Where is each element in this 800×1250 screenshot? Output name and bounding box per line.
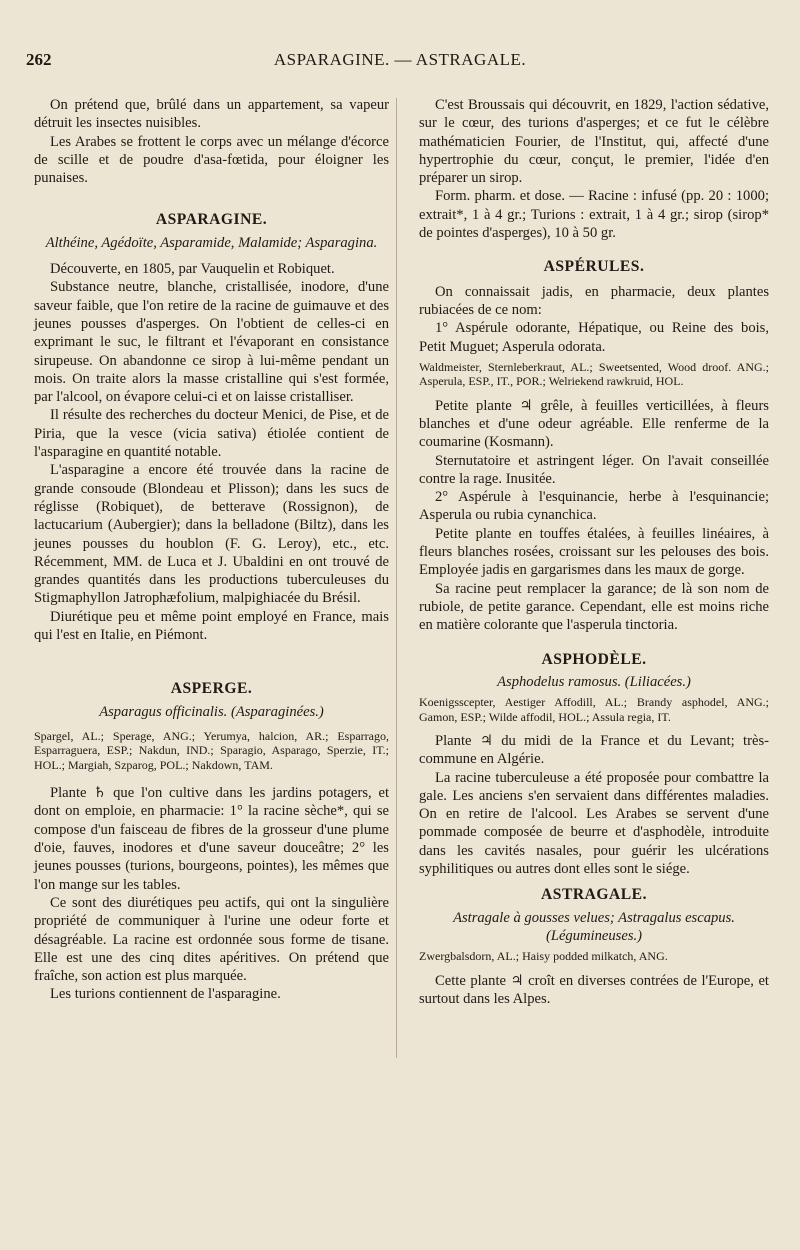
left-column (34, 96, 389, 1004)
paragraph: Form. pharm. et dose. — Racine : infusé (pp. 20 : 1000; extrait*, 1 à 4 gr.; Turions : extrait, 1 à 4 gr.; sirop (sirop* de pointes d'asperges), 10 à 50 gr. (419, 188, 769, 242)
paragraph: 2° Aspérule à l'esquinancie, herbe à l'esquinancie; Asperula ou rubia cynanchica. (419, 489, 769, 524)
running-head (0, 50, 800, 80)
paragraph: Les Arabes se frottent le corps avec un mélange d'écorce de scille et de poudre d'asa-fœtida, pour éloigner les punaises. (34, 133, 389, 187)
entry-heading-astragale: ASTRAGALE. (541, 886, 647, 904)
right-column (419, 96, 769, 1008)
entry-synonyms: Astragale à gousses velues; Astragalus escapus. (Légumineuses.) (453, 909, 735, 944)
paragraph: Petite plante ♃ grêle, à feuilles verticillées, à fleurs blanches et d'une odeur agréable. Elle renferme de la coumarine (Kosmann). (419, 397, 769, 451)
paragraph: On prétend que, brûlé dans un appartement, sa vapeur détruit les insectes nuisibles. (34, 97, 389, 132)
entry-heading-asperge: ASPERGE. (170, 680, 253, 698)
entry-heading-asphodele: ASPHODÈLE. (541, 650, 647, 668)
paragraph: Plante ♃ du midi de la France et du Levant; très-commune en Algérie. (419, 732, 769, 768)
paragraph: C'est Broussais qui découvrit, en 1829, l'action sédative, sur le cœur, des turions d'asperges; et ce fut le célèbre mathématicien Fourier, de l'Institut, qui, affecté d'une hypertrophie du cœur, conçut, le premier, l'idée d'en préparer un sirop. (419, 97, 769, 187)
entry-synonyms: Althéine, Agédoïte, Asparamide, Malamide; Asparagina. (45, 234, 378, 251)
page-number: 262 (26, 50, 52, 69)
paragraph: Ce sont des diurétiques peu actifs, qui ont la singulière propriété de communiquer à l'urine une odeur forte et désagréable. La racine est ordonnée sous forme de tisane. Elle est une des cinq dites apéritives. On prétend que fraîche, son action est plus marquée. (34, 894, 389, 985)
entry-heading-asperules: ASPÉRULES. (543, 258, 645, 276)
entry-synonyms: Asparagus officinalis. (Asparaginées.) (99, 703, 324, 720)
paragraph: La racine tuberculeuse a été proposée pour combattre la gale. Les anciens s'en servaient dans différentes maladies. On en retire de l'alcool. Les Arabes se servent d'une pommade composée de beurre et d'asphodèle, introduite dans les cavités nasales, pour guérir les ulcérations syphilitiques ou autres dont elles sont le siége. (419, 769, 769, 878)
page-heading: ASPARAGINE. — ASTRAGALE. (273, 50, 527, 69)
paragraph: Cette plante ♃ croît en diverses contrées de l'Europe, et surtout dans les Alpes. (419, 972, 769, 1007)
paragraph: Petite plante en touffes étalées, à feuilles linéaires, à fleurs blanches rosées, croissant sur les pelouses des bois. Employée jadis en gargarismes dans les maux de gorge. (419, 525, 769, 579)
paragraph: Les turions contiennent de l'asparagine. (50, 986, 281, 1003)
vernacular-names: Spargel, AL.; Sperage, ANG.; Yerumya, halcion, AR.; Esparrago, Esparraguera, ESP.; Nakdun, IND.; Sparagio, Asparago, Sperzie, IT.; HOL.; Margiah, Szparog, POL.; Nakdown, TAM. (34, 728, 389, 772)
entry-heading-asparagine: ASPARAGINE. (155, 211, 268, 229)
paragraph: On connaissait jadis, en pharmacie, deux plantes rubiacées de ce nom: (419, 283, 769, 318)
vernacular-names: Zwergbalsdorn, AL.; Haisy podded milkatch, ANG. (419, 949, 668, 964)
paragraph: L'asparagine a encore été trouvée dans la racine de grande consoude (Blondeau et Plisson); dans les sucs de réglisse (Robiquet), de betterave (Rossignon), de lactucarium (Aubergier); dans la belladone (Biltz), dans les jeunes pousses du houblon (F. G. Leroy), etc., etc. Récemment, MM. de Luca et J. Ubaldini en ont trouvé de grandes quantités dans les productions tuberculeuses du Stigmaphyllon Jatrophæfolium, malpighiacée du Brésil. (34, 462, 389, 607)
paragraph: Découverte, en 1805, par Vauquelin et Robiquet. (50, 261, 335, 278)
vernacular-names: Koenigsscepter, Aestiger Affodill, AL.; Brandy asphodel, ANG.; Gamon, ESP.; Wilde affodil, HOL.; Assula regia, IT. (419, 695, 769, 724)
paragraph: Sa racine peut remplacer la garance; de là son nom de rubiole, de petite garance. Cependant, elle est moins riche en matière colorante que l'asperula tinctoria. (419, 580, 769, 634)
paragraph: Il résulte des recherches du docteur Menici, de Pise, et de Piria, que la vesce (vicia sativa) étiolée contient de l'asparagine en quantité notable. (34, 407, 389, 461)
paragraph: Plante ♄ que l'on cultive dans les jardins potagers, et dont on emploie, en pharmacie: 1° la racine sèche*, qui se compose d'un faisceau de fibres de la grosseur d'une plume d'oie, fauves, inodores et d'une saveur douceâtre; 2° les jeunes pousses (turions, bourgeons, pointes), les mêmes que l'on mange sur les tables. (34, 785, 389, 893)
vernacular-names: Waldmeister, Sternleberkraut, AL.; Sweetsented, Wood droof. ANG.; Asperula, ESP., IT., POR.; Welriekend rawkruid, HOL. (419, 359, 769, 389)
paragraph: Diurétique peu et même point employé en France, mais qui l'est en Italie, en Piémont. (34, 608, 389, 644)
paragraph: 1° Aspérule odorante, Hépatique, ou Reine des bois, Petit Muguet; Asperula odorata. (419, 320, 769, 355)
entry-synonyms: Asphodelus ramosus. (Liliacées.) (497, 673, 691, 690)
paragraph: Sternutatoire et astringent léger. On l'avait conseillée contre la rage. Inusitée. (419, 452, 769, 487)
paragraph: Substance neutre, blanche, cristallisée, inodore, d'une saveur faible, que l'on retire de la racine de guimauve et des jeunes pousses d'asperges. On l'obtient de celles-ci en exprimant le suc, le filtrant et l'évaporant en consistance sirupeuse. On abandonne ce sirop à lui-même pendant un mois. On traite alors la masse cristalline qui s'est formée, par l'alcool, on évapore celui-ci et on laisse cristalliser. (34, 279, 389, 406)
column-divider (396, 98, 397, 1058)
